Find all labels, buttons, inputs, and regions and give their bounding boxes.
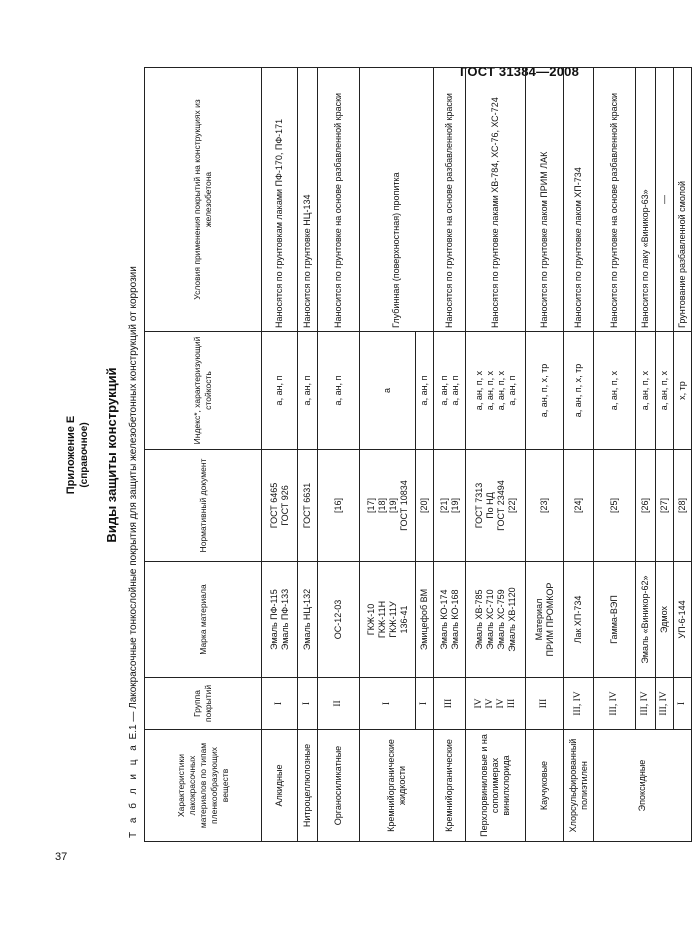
cell-group: III, IV (594, 678, 636, 730)
cell-document: [25] (594, 450, 636, 562)
cell-material: Гамма-ВЭП (594, 562, 636, 678)
col-header-conditions: Условия применения покрытий на конструкциях из железобетона (145, 68, 262, 332)
table-row (318, 68, 360, 842)
table-caption-number: Е.1 (128, 724, 139, 740)
cell-document: ГОСТ 6631 (298, 450, 318, 562)
cell-characteristic: Перхлорвиниловые и на сополимерах винилхлорида (466, 730, 526, 842)
table-caption-text: — Лакокрасочные тонкослойные покрытия для защиты железобетонных конструкций от коррозии (128, 266, 139, 722)
cell-conditions: Глубинная (поверхностная) пропитка (360, 68, 434, 332)
cell-document: ГОСТ 6465 ГОСТ 926 (262, 450, 298, 562)
cell-characteristic: Каучуковые (526, 730, 564, 842)
cell-material: УП-6-144 (674, 562, 692, 678)
cell-index: а, ан, п (298, 332, 318, 450)
cell-index: а, ан, п а, ан, п (434, 332, 466, 450)
table-row (636, 68, 656, 842)
table-row (466, 68, 526, 842)
table-row (298, 68, 318, 842)
cell-conditions: Наносится по грунтовке на основе разбавленной краски (594, 68, 636, 332)
table-row (656, 68, 674, 842)
cell-material: Лак ХП-734 (564, 562, 594, 678)
cell-index: х, тр (674, 332, 692, 450)
cell-document: [26] (636, 450, 656, 562)
cell-document: [20] (416, 450, 434, 562)
rotated-page-content (58, 68, 687, 842)
cell-document: [24] (564, 450, 594, 562)
cell-group: I (674, 678, 692, 730)
cell-group: III (526, 678, 564, 730)
cell-characteristic: Хлорсульфированный полиэтилен (564, 730, 594, 842)
cell-document: [17] [18] [19] ГОСТ 10834 (360, 450, 416, 562)
cell-material: Эмаль ХВ-785 Эмаль ХС-710 Эмаль ХС-759 Эмаль ХВ-1120 (466, 562, 526, 678)
cell-document: [16] (318, 450, 360, 562)
cell-document: [21] [19] (434, 450, 466, 562)
cell-material: Эдмох (656, 562, 674, 678)
table-row (564, 68, 594, 842)
cell-material: Эмаль ПФ-115 Эмаль ПФ-133 (262, 562, 298, 678)
cell-group: III, IV (636, 678, 656, 730)
col-header-characteristics: Характеристики лакокрасочных материалов по типам пленкообразующих веществ (145, 730, 262, 842)
cell-document: [28] (674, 450, 692, 562)
cell-group: IV IV IV III (466, 678, 526, 730)
cell-document: [27] (656, 450, 674, 562)
cell-conditions: Наносятся по грунтовке лаками ХВ-784, ХС-76, ХС-724 (466, 68, 526, 332)
page-number: 37 (55, 851, 68, 863)
cell-index: а, ан, п (262, 332, 298, 450)
col-header-material: Марка материала (145, 562, 262, 678)
cell-material: Эмаль КО-174 Эмаль КО-168 (434, 562, 466, 678)
cell-conditions: Наносится по грунтовке НЦ-134 (298, 68, 318, 332)
cell-conditions: Наносится по грунтовке лаком ПРИМ ЛАК (526, 68, 564, 332)
cell-index: а, ан, п, х (594, 332, 636, 450)
cell-material: ГКЖ-10 ГКЖ-11Н ГКЖ-11У 136-41 (360, 562, 416, 678)
cell-conditions: Наносится по лаку «Виникор-63» (636, 68, 656, 332)
cell-material: Материал ПРИМ ПРОМКОР (526, 562, 564, 678)
table-header-row (145, 68, 262, 842)
cell-group: I (360, 678, 416, 730)
section-title: Виды защиты конструкций (104, 367, 119, 543)
cell-group: III (434, 678, 466, 730)
appendix-title: Приложение Е (65, 415, 77, 495)
col-header-index: Индекс*, характеризующий стойкость (145, 332, 262, 450)
cell-group: III, IV (656, 678, 674, 730)
coatings-table (144, 67, 692, 842)
cell-conditions: Грунтование разбавленной смолой (674, 68, 692, 332)
table-row (674, 68, 692, 842)
table-row (594, 68, 636, 842)
cell-index: а, ан, п (318, 332, 360, 450)
cell-characteristic: Кремнийорганические жидкости (360, 730, 434, 842)
col-header-document: Нормативный документ (145, 450, 262, 562)
cell-group: III, IV (564, 678, 594, 730)
cell-index: а, ан, п, х (636, 332, 656, 450)
cell-group: I (262, 678, 298, 730)
appendix-subtitle: (справочное) (79, 422, 90, 488)
col-header-group: Группа покрытий (145, 678, 262, 730)
cell-document: ГОСТ 7313 По НД ГОСТ 23494 [22] (466, 450, 526, 562)
cell-index: а, ан, п (416, 332, 434, 450)
table-row (434, 68, 466, 842)
cell-material: Эмаль «Виникор-62» (636, 562, 656, 678)
cell-index: а, ан, п, х а, ан, п, х а, ан, п, х а, ан, п (466, 332, 526, 450)
cell-index: а, ан, п, х, тр (526, 332, 564, 450)
cell-conditions: Наносится по грунтовке лаком ХП-734 (564, 68, 594, 332)
cell-characteristic: Эпоксидные (594, 730, 692, 842)
cell-conditions: Наносится по грунтовке на основе разбавленной краски (318, 68, 360, 332)
table-row (526, 68, 564, 842)
cell-material: ОС-12-03 (318, 562, 360, 678)
cell-index: а, ан, п, х (656, 332, 674, 450)
cell-material: Эмаль НЦ-132 (298, 562, 318, 678)
cell-characteristic: Кремнийорганические (434, 730, 466, 842)
cell-conditions: Наносятся по грунтовке на основе разбавленной краски (434, 68, 466, 332)
cell-material: Эмицефоб ВМ (416, 562, 434, 678)
cell-index: а (360, 332, 416, 450)
table-row (262, 68, 298, 842)
cell-group: II (318, 678, 360, 730)
cell-group: I (298, 678, 318, 730)
table-caption (128, 266, 139, 838)
cell-characteristic: Органосиликатные (318, 730, 360, 842)
cell-characteristic: Нитроцеллюлозные (298, 730, 318, 842)
header-standard: ГОСТ 31384—2008 (460, 64, 579, 79)
cell-conditions: Наносятся по грунтовкам лаками ПФ-170, ПФ-171 (262, 68, 298, 332)
table-caption-label: Т а б л и ц а (128, 742, 139, 838)
cell-characteristic: Алкидные (262, 730, 298, 842)
cell-group: I (416, 678, 434, 730)
cell-index: а, ан, п, х, тр (564, 332, 594, 450)
cell-conditions: — (656, 68, 674, 332)
cell-document: [23] (526, 450, 564, 562)
table-row (360, 68, 416, 842)
